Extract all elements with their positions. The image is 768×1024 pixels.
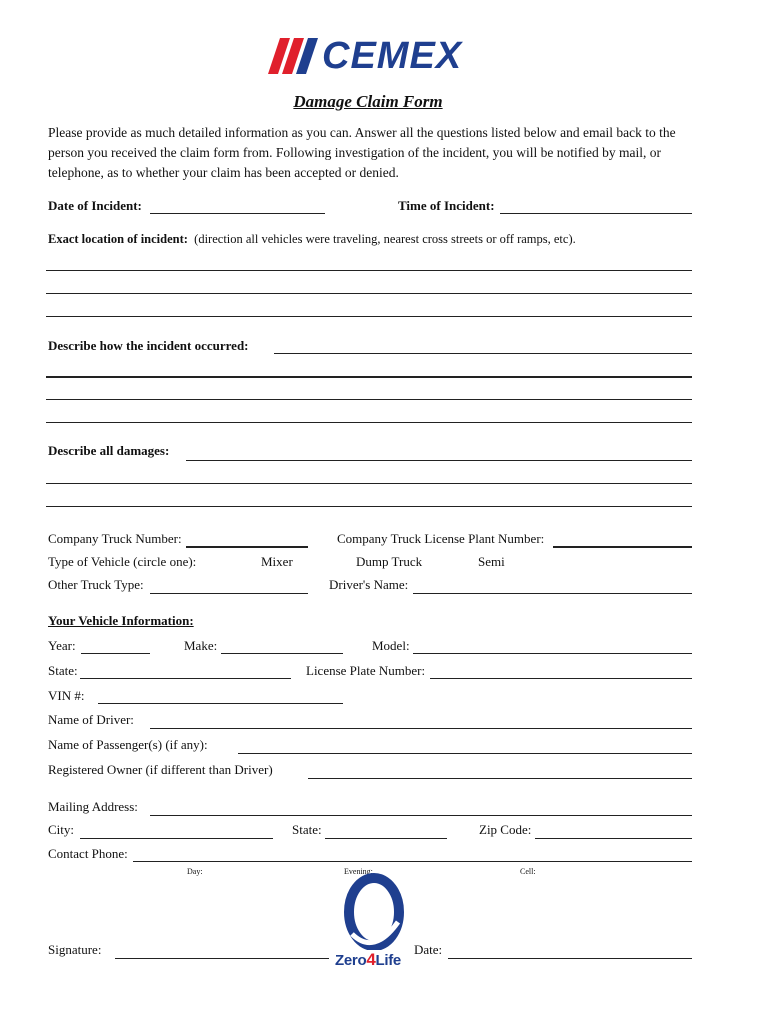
year-label: Year: xyxy=(48,638,76,653)
other-truck-type-field[interactable] xyxy=(150,593,308,594)
contact-phone-field[interactable] xyxy=(133,861,692,862)
vehicle-type-dump-truck[interactable]: Dump Truck xyxy=(356,554,423,569)
year-field[interactable] xyxy=(81,653,150,654)
license-plate-label: License Plate Number: xyxy=(306,663,426,678)
city-field[interactable] xyxy=(80,838,273,839)
how-occurred-label: Describe how the incident occurred: xyxy=(48,338,249,353)
contact-state-field[interactable] xyxy=(325,838,447,839)
make-label: Make: xyxy=(184,638,218,653)
passengers-label: Name of Passenger(s) (if any): xyxy=(48,737,208,752)
vehicle-type-label: Type of Vehicle (circle one): xyxy=(48,554,197,569)
location-label-row xyxy=(48,231,576,247)
vin-field[interactable] xyxy=(98,703,343,704)
driver-name-field[interactable] xyxy=(150,728,692,729)
driver-name-label: Name of Driver: xyxy=(48,712,134,727)
your-vehicle-section-title: Your Vehicle Information: xyxy=(48,613,194,628)
date-of-incident-field[interactable] xyxy=(150,213,325,214)
zip-code-label: Zip Code: xyxy=(479,822,532,837)
model-label: Model: xyxy=(372,638,410,653)
damages-line-2[interactable] xyxy=(46,506,692,507)
contact-state-label: State: xyxy=(292,822,322,837)
vehicle-type-mixer[interactable]: Mixer xyxy=(261,554,293,569)
location-line-2[interactable] xyxy=(46,293,692,294)
how-occurred-line-3[interactable] xyxy=(46,422,692,423)
intro-text: Please provide as much detailed information as you can. Answer all the questions listed below and email back to the person you received the claim form from. Following investigation of the incident, you will be notified by mail, or telephone, as to whether your claim has been accepted or denied. xyxy=(48,125,676,180)
make-field[interactable] xyxy=(221,653,343,654)
how-occurred-line-0[interactable] xyxy=(274,353,692,354)
brand-name: CEMEX xyxy=(322,35,463,77)
signature-field[interactable] xyxy=(115,958,329,959)
damages-line-0[interactable] xyxy=(186,460,692,461)
zero4life-badge-icon xyxy=(338,872,414,950)
vehicle-state-field[interactable] xyxy=(80,678,291,679)
passengers-field[interactable] xyxy=(238,753,692,754)
other-truck-type-label: Other Truck Type: xyxy=(48,577,144,592)
location-hint: (direction all vehicles were traveling, nearest cross streets or off ramps, etc). xyxy=(194,232,576,246)
zip-code-field[interactable] xyxy=(535,838,692,839)
how-occurred-line-1[interactable] xyxy=(46,376,692,378)
location-label: Exact location of incident: xyxy=(48,232,188,246)
form-title: Damage Claim Form xyxy=(293,92,443,111)
contact-phone-label: Contact Phone: xyxy=(48,846,128,861)
location-line-3[interactable] xyxy=(46,316,692,317)
drivers-name-field[interactable] xyxy=(413,593,692,594)
registered-owner-field[interactable] xyxy=(308,778,692,779)
company-truck-plate-label: Company Truck License Plant Number: xyxy=(337,531,545,546)
phone-cell-label: Cell: xyxy=(520,867,536,876)
mailing-address-label: Mailing Address: xyxy=(48,799,138,814)
time-of-incident-label: Time of Incident: xyxy=(398,198,495,213)
phone-evening-label: Evening: xyxy=(344,867,373,876)
mailing-address-field[interactable] xyxy=(150,815,692,816)
registered-owner-label: Registered Owner (if different than Driver) xyxy=(48,762,273,777)
zero4life-badge-text: Zero4Life xyxy=(335,950,401,969)
model-field[interactable] xyxy=(413,653,692,654)
damages-label: Describe all damages: xyxy=(48,443,170,458)
phone-day-label: Day: xyxy=(187,867,203,876)
damages-line-1[interactable] xyxy=(46,483,692,484)
how-occurred-line-2[interactable] xyxy=(46,399,692,400)
signature-date-field[interactable] xyxy=(448,958,692,959)
date-of-incident-label: Date of Incident: xyxy=(48,198,142,213)
company-truck-plate-field[interactable] xyxy=(553,546,692,548)
vehicle-type-semi[interactable]: Semi xyxy=(478,554,505,569)
vin-label: VIN #: xyxy=(48,688,85,703)
license-plate-field[interactable] xyxy=(430,678,692,679)
drivers-name-label: Driver's Name: xyxy=(329,577,409,592)
city-label: City: xyxy=(48,822,75,837)
signature-label: Signature: xyxy=(48,942,102,957)
location-line-1[interactable] xyxy=(46,270,692,271)
cemex-logo-mark-icon xyxy=(268,36,318,76)
signature-date-label: Date: xyxy=(414,942,443,957)
time-of-incident-field[interactable] xyxy=(500,213,692,214)
vehicle-state-label: State: xyxy=(48,663,78,678)
company-truck-number-field[interactable] xyxy=(186,546,308,548)
company-truck-number-label: Company Truck Number: xyxy=(48,531,182,546)
